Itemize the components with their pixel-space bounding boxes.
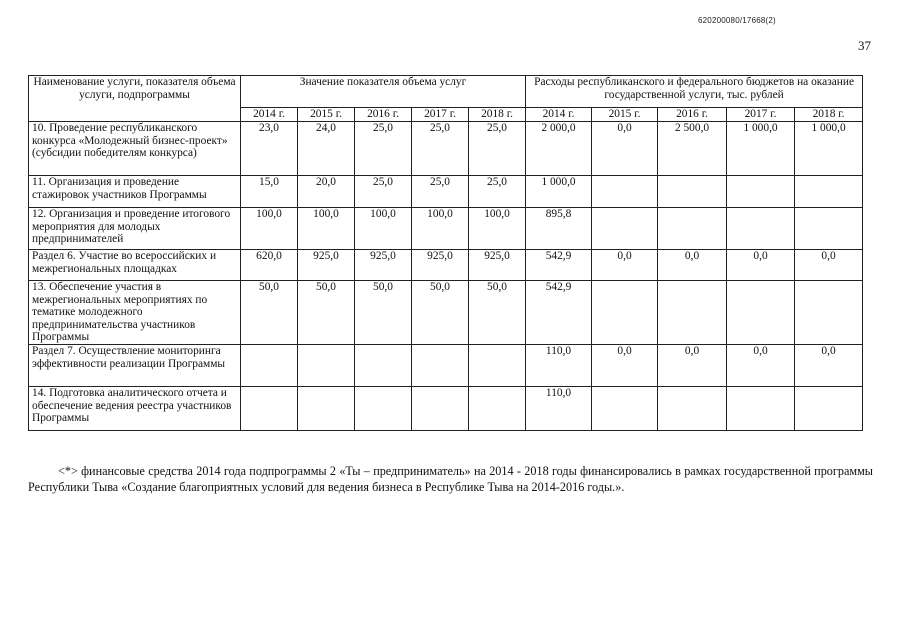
budget-cell bbox=[592, 281, 658, 345]
volume-cell: 25,0 bbox=[412, 122, 469, 176]
budget-cell: 110,0 bbox=[526, 386, 592, 430]
volume-year-header: 2014 г. bbox=[241, 108, 298, 122]
volume-cell: 925,0 bbox=[469, 250, 526, 281]
budget-cell: 895,8 bbox=[526, 208, 592, 250]
budget-cell bbox=[795, 386, 863, 430]
budget-cell: 0,0 bbox=[658, 250, 727, 281]
header-name: Наименование услуги, показателя объема услуги, подпрограммы bbox=[29, 76, 241, 122]
budget-year-header: 2018 г. bbox=[795, 108, 863, 122]
budget-cell bbox=[592, 208, 658, 250]
volume-cell bbox=[355, 344, 412, 386]
budget-cell: 542,9 bbox=[526, 281, 592, 345]
row-name: 13. Обеспечение участия в межрегиональных мероприятиях по тематике молодежного предпринимательства участников Программы bbox=[29, 281, 241, 345]
budget-cell: 1 000,0 bbox=[795, 122, 863, 176]
volume-cell bbox=[412, 344, 469, 386]
budget-cell: 0,0 bbox=[658, 344, 727, 386]
budget-cell: 0,0 bbox=[592, 250, 658, 281]
volume-cell: 25,0 bbox=[469, 176, 526, 208]
budget-cell: 2 500,0 bbox=[658, 122, 727, 176]
budget-cell: 0,0 bbox=[592, 122, 658, 176]
volume-cell: 620,0 bbox=[241, 250, 298, 281]
volume-cell bbox=[298, 344, 355, 386]
budget-cell: 0,0 bbox=[727, 344, 795, 386]
table-row bbox=[29, 344, 863, 386]
budget-cell: 0,0 bbox=[592, 344, 658, 386]
volume-cell bbox=[241, 344, 298, 386]
row-name: 12. Организация и проведение итогового мероприятия для молодых предпринимателей bbox=[29, 208, 241, 250]
budget-cell: 2 000,0 bbox=[526, 122, 592, 176]
page-number: 37 bbox=[858, 38, 871, 53]
volume-cell: 23,0 bbox=[241, 122, 298, 176]
header-volume: Значение показателя объема услуг bbox=[241, 76, 526, 108]
table-row bbox=[29, 208, 863, 250]
row-name: 11. Организация и проведение стажировок участников Программы bbox=[29, 176, 241, 208]
budget-cell bbox=[592, 176, 658, 208]
volume-cell: 100,0 bbox=[412, 208, 469, 250]
budget-year-header: 2017 г. bbox=[727, 108, 795, 122]
budget-cell: 0,0 bbox=[795, 250, 863, 281]
services-table bbox=[28, 75, 863, 431]
volume-cell: 24,0 bbox=[298, 122, 355, 176]
budget-cell bbox=[795, 208, 863, 250]
budget-year-header: 2015 г. bbox=[592, 108, 658, 122]
row-name: 10. Проведение республиканского конкурса «Молодежный бизнес-проект» (субсидии победителям конкурса) bbox=[29, 122, 241, 176]
volume-cell: 100,0 bbox=[469, 208, 526, 250]
volume-cell bbox=[469, 386, 526, 430]
table-row bbox=[29, 281, 863, 345]
volume-cell: 925,0 bbox=[355, 250, 412, 281]
table-row bbox=[29, 386, 863, 430]
volume-cell: 25,0 bbox=[355, 122, 412, 176]
row-name: 14. Подготовка аналитического отчета и обеспечение ведения реестра участников Программы bbox=[29, 386, 241, 430]
volume-cell bbox=[469, 344, 526, 386]
volume-cell: 100,0 bbox=[298, 208, 355, 250]
volume-year-header: 2018 г. bbox=[469, 108, 526, 122]
table-row bbox=[29, 176, 863, 208]
budget-year-header: 2014 г. bbox=[526, 108, 592, 122]
budget-cell bbox=[795, 281, 863, 345]
volume-cell: 25,0 bbox=[469, 122, 526, 176]
volume-cell: 100,0 bbox=[241, 208, 298, 250]
volume-year-header: 2017 г. bbox=[412, 108, 469, 122]
volume-year-header: 2016 г. bbox=[355, 108, 412, 122]
row-name: Раздел 7. Осуществление мониторинга эффективности реализации Программы bbox=[29, 344, 241, 386]
budget-cell bbox=[795, 176, 863, 208]
budget-cell: 0,0 bbox=[727, 250, 795, 281]
budget-cell bbox=[727, 281, 795, 345]
volume-cell: 15,0 bbox=[241, 176, 298, 208]
budget-cell bbox=[658, 208, 727, 250]
budget-cell bbox=[727, 386, 795, 430]
volume-cell: 25,0 bbox=[355, 176, 412, 208]
volume-cell bbox=[241, 386, 298, 430]
document-id: 620200080/17668(2) bbox=[698, 16, 776, 25]
budget-cell: 110,0 bbox=[526, 344, 592, 386]
table-body bbox=[29, 122, 863, 431]
volume-cell: 20,0 bbox=[298, 176, 355, 208]
volume-cell bbox=[412, 386, 469, 430]
header-budget: Расходы республиканского и федерального бюджетов на оказание государственной услуги, тыс. рублей bbox=[526, 76, 863, 108]
volume-cell: 50,0 bbox=[241, 281, 298, 345]
volume-cell: 925,0 bbox=[298, 250, 355, 281]
budget-cell bbox=[658, 281, 727, 345]
budget-cell bbox=[658, 386, 727, 430]
volume-cell: 50,0 bbox=[298, 281, 355, 345]
budget-year-header: 2016 г. bbox=[658, 108, 727, 122]
volume-year-header: 2015 г. bbox=[298, 108, 355, 122]
volume-cell: 50,0 bbox=[355, 281, 412, 345]
budget-cell: 542,9 bbox=[526, 250, 592, 281]
volume-cell: 50,0 bbox=[412, 281, 469, 345]
volume-cell bbox=[355, 386, 412, 430]
budget-cell: 0,0 bbox=[795, 344, 863, 386]
volume-cell: 25,0 bbox=[412, 176, 469, 208]
table-row bbox=[29, 250, 863, 281]
volume-cell: 100,0 bbox=[355, 208, 412, 250]
budget-cell: 1 000,0 bbox=[727, 122, 795, 176]
volume-cell bbox=[298, 386, 355, 430]
budget-cell: 1 000,0 bbox=[526, 176, 592, 208]
budget-cell bbox=[727, 176, 795, 208]
footnote: <*> финансовые средства 2014 года подпрограммы 2 «Ты – предприниматель» на 2014 - 2018 годы финансировались в рамках государственной программы Республики Тыва «Создание благоприятных условий для ведения бизнеса в Республике Тыва на 2014-2016 годы.». bbox=[28, 464, 873, 494]
row-name: Раздел 6. Участие во всероссийских и межрегиональных площадках bbox=[29, 250, 241, 281]
budget-cell bbox=[592, 386, 658, 430]
budget-cell bbox=[727, 208, 795, 250]
volume-cell: 925,0 bbox=[412, 250, 469, 281]
budget-cell bbox=[658, 176, 727, 208]
table-row bbox=[29, 122, 863, 176]
volume-cell: 50,0 bbox=[469, 281, 526, 345]
